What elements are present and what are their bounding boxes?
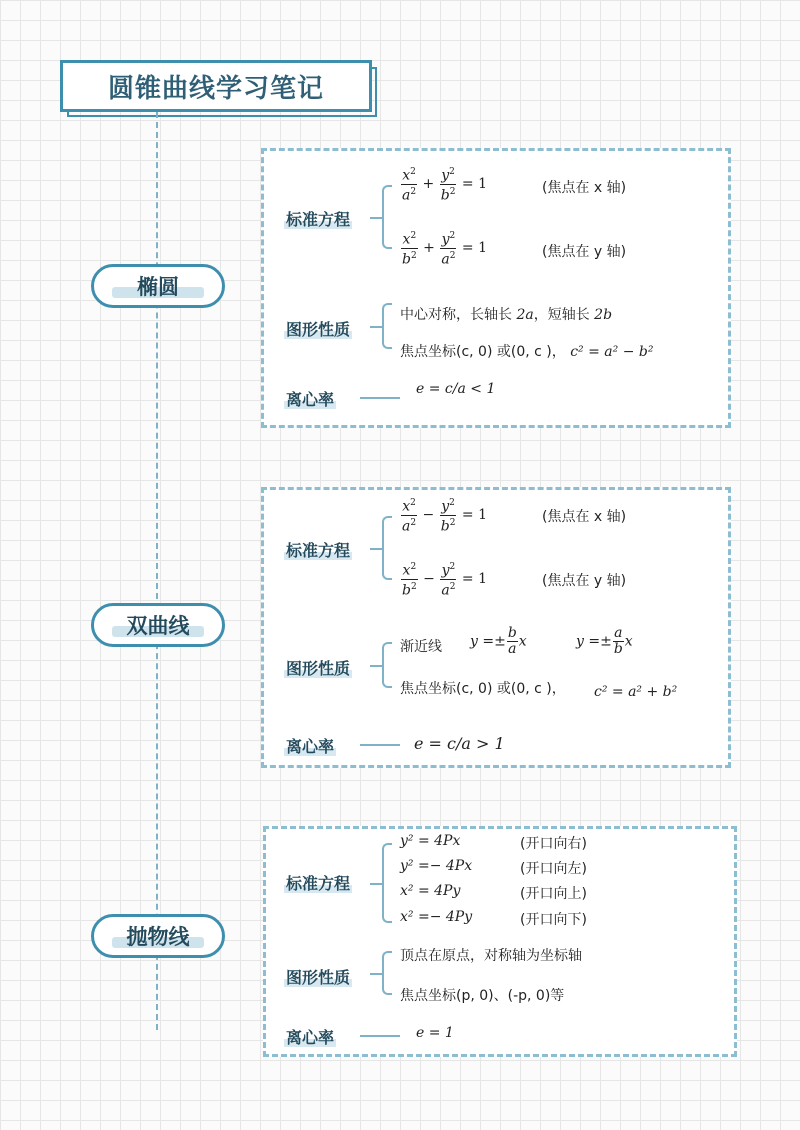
hyperbola-panel (261, 487, 731, 768)
ellipse-eccentricity: e = c/a < 1 (416, 381, 496, 397)
ellipse-eq-bracket (382, 185, 392, 249)
hyperbola-eq2-note: (焦点在 y 轴) (542, 573, 627, 589)
parabola-panel (263, 826, 737, 1057)
ellipse-eq2-note: (焦点在 y 轴) (542, 244, 627, 260)
parabola-prop2: 焦点坐标(p, 0)、(-p, 0)等 (400, 988, 565, 1004)
hyperbola-prop2-formula: c² = a² + b² (594, 684, 678, 700)
hyperbola-prop-bracket (382, 642, 392, 688)
ellipse-prop2: 焦点坐标(c, 0) 或(0, c )， c² = a² − b² (400, 344, 654, 360)
node-ellipse: 椭圆 (91, 264, 225, 308)
node-parabola: 抛物线 (91, 914, 225, 958)
ellipse-label-standard-eq: 标准方程 (286, 210, 351, 229)
parabola-eq-3: x² = 4Py (400, 883, 461, 899)
hyperbola-asymptote-label: 渐近线 (400, 639, 442, 655)
ellipse-label-eccentricity: 离心率 (286, 390, 335, 409)
parabola-eq-1-note: (开口向右) (520, 836, 587, 852)
hyperbola-prop2: 焦点坐标(c, 0) 或(0, c )， (400, 681, 566, 697)
hyperbola-label-properties: 图形性质 (286, 659, 351, 678)
parabola-label-standard-eq: 标准方程 (286, 874, 351, 893)
parabola-eq-4: x² =− 4Py (400, 909, 473, 925)
page-title: 圆锥曲线学习笔记 (60, 60, 372, 112)
hyperbola-eq1: $\frac{x^2}{a^2}$ − $\frac{y^2}{b^2}$ = 1 (402, 498, 487, 535)
ellipse-label-properties: 图形性质 (286, 320, 351, 339)
ellipse-eq1: $\frac{x^2}{a^2}$ + $\frac{y^2}{b^2}$ = 1 (402, 167, 487, 204)
parabola-eq-bracket (382, 843, 392, 923)
parabola-prop1: 顶点在原点，对称轴为坐标轴 (400, 948, 582, 964)
node-hyperbola: 双曲线 (91, 603, 225, 647)
parabola-eq-2-note: (开口向左) (520, 861, 587, 877)
parabola-label-properties: 图形性质 (286, 968, 351, 987)
hyperbola-eq2: $\frac{x^2}{b^2}$ − $\frac{y^2}{a^2}$ = 1 (402, 562, 487, 599)
ellipse-prop-bracket (382, 303, 392, 349)
hyperbola-asymptote-1: y =± $\frac{b}{a}$ x (470, 625, 527, 657)
parabola-eq-3-note: (开口向上) (520, 886, 587, 902)
ellipse-prop1: 中心对称，长轴长 2a，短轴长 2b (400, 307, 613, 323)
parabola-eq-4-note: (开口向下) (520, 912, 587, 928)
ellipse-panel (261, 148, 731, 428)
hyperbola-eccentricity: e = c/a > 1 (414, 734, 505, 753)
hyperbola-eq-bracket (382, 516, 392, 580)
ellipse-eq2: $\frac{x^2}{b^2}$ + $\frac{y^2}{a^2}$ = 1 (402, 231, 487, 268)
hyperbola-label-standard-eq: 标准方程 (286, 541, 351, 560)
parabola-eq-1: y² = 4Px (400, 833, 461, 849)
hyperbola-asymptote-2: y =± $\frac{a}{b}$ x (576, 625, 633, 657)
ellipse-eq1-note: (焦点在 x 轴) (542, 180, 627, 196)
hyperbola-label-eccentricity: 离心率 (286, 737, 335, 756)
parabola-eq-2: y² =− 4Px (400, 858, 473, 874)
parabola-label-eccentricity: 离心率 (286, 1028, 335, 1047)
hyperbola-eq1-note: (焦点在 x 轴) (542, 509, 627, 525)
main-spine (156, 112, 158, 1030)
parabola-prop-bracket (382, 951, 392, 995)
parabola-eccentricity: e = 1 (416, 1025, 454, 1041)
